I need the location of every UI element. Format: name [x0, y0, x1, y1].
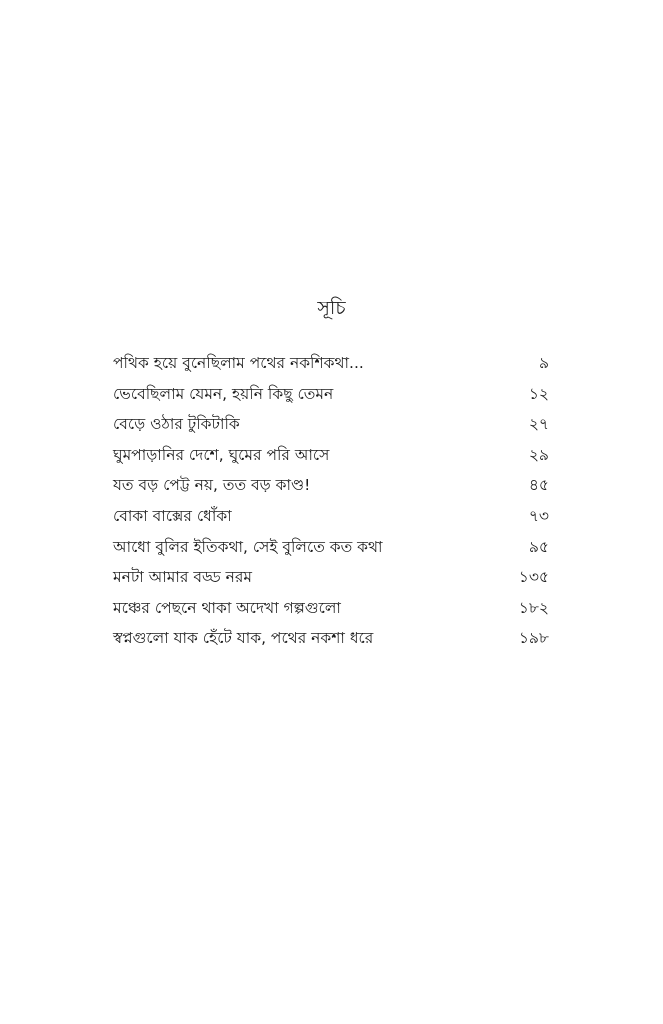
toc-entry-page-number: ২৯: [528, 445, 549, 464]
toc-entry: [113, 440, 549, 471]
toc-entry-title: আধো বুলির ইতিকথা, সেই বুলিতে কত কথা: [113, 537, 383, 556]
toc-entry-title: ভেবেছিলাম যেমন, হয়নি কিছু তেমন: [113, 384, 334, 403]
toc-entry-page-number: ৯৫: [528, 537, 549, 556]
toc-entry: [113, 532, 549, 563]
toc-entry: [113, 623, 549, 654]
toc-entry: [113, 409, 549, 440]
toc-entry-page-number: ১৮২: [518, 598, 549, 617]
toc-entry: [113, 501, 549, 532]
toc-entry-title: স্বপ্নগুলো যাক হেঁটে যাক, পথের নকশা ধরে: [113, 629, 374, 648]
toc-entry: [113, 348, 549, 379]
toc-entry-title: বোকা বাক্সের ধোঁকা: [113, 506, 232, 525]
toc-entry-page-number: ৪৫: [528, 476, 549, 495]
toc-entry: [113, 470, 549, 501]
toc-entry-page-number: ৯: [538, 354, 549, 372]
toc-entry-title: পথিক হয়ে বুনেছিলাম পথের নকশিকথা...: [113, 354, 364, 372]
toc-entry-page-number: ১৯৮: [518, 629, 549, 648]
toc-entry-page-number: ২৭: [528, 415, 549, 434]
toc-entry-page-number: ৭৩: [528, 506, 549, 525]
toc-entry-title: মনটা আমার বড্ড নরম: [113, 568, 252, 587]
toc-entry-page-number: ১৩৫: [518, 568, 549, 587]
toc-entry-title: যত বড় পেট্ট নয়, তত বড় কাণ্ড!: [113, 476, 311, 495]
toc-entry: [113, 593, 549, 624]
table-of-contents: [113, 348, 549, 654]
toc-entry: [113, 379, 549, 410]
toc-entry-page-number: ১২: [528, 384, 549, 403]
toc-entry-title: মঞ্চের পেছনে থাকা অদেখা গল্পগুলো: [113, 598, 341, 617]
toc-entry: [113, 562, 549, 593]
toc-entry-title: ঘুমপাড়ানির দেশে, ঘুমের পরি আসে: [113, 445, 330, 464]
toc-heading: সূচি: [317, 297, 346, 319]
toc-entry-title: বেড়ে ওঠার টুকিটাকি: [113, 415, 240, 434]
